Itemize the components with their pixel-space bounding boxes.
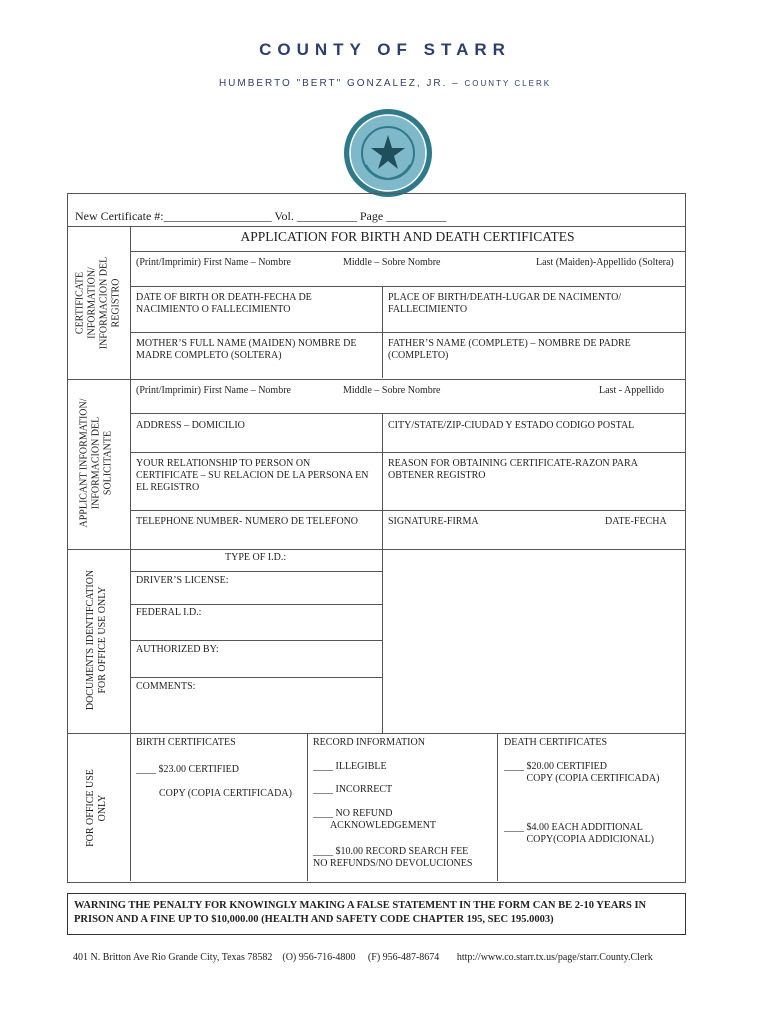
new-certificate-line: New Certificate #:__________________ Vol. __________ Page __________ xyxy=(75,209,447,223)
birth-certificates-header: BIRTH CERTIFICATES xyxy=(136,737,236,748)
search-fee-checkbox[interactable]: ____ $10.00 RECORD SEARCH FEE NO REFUNDS/NO DEVOLUCIONES xyxy=(313,846,473,869)
illegible-checkbox[interactable]: ____ ILLEGIBLE xyxy=(313,761,387,772)
cert-father-field[interactable]: FATHER’S NAME (COMPLETE) – NOMBRE DE PADRE (COMPLETO) xyxy=(388,338,631,361)
applicant-signature-field[interactable]: SIGNATURE-FIRMA xyxy=(388,516,479,527)
clerk-line xyxy=(0,78,770,89)
cert-middle-name-field[interactable]: Middle – Sobre Nombre xyxy=(343,257,441,268)
applicant-relationship-field[interactable]: YOUR RELATIONSHIP TO PERSON ON CERTIFICATE – SU RELACION DE LA PERSONA EN EL REGISTRO xyxy=(136,458,369,493)
application-title: APPLICATION FOR BIRTH AND DEATH CERTIFICATES xyxy=(240,229,575,244)
footer-url-link[interactable]: http://www.co.starr.tx.us/page/starr.County.Clerk xyxy=(456,952,653,963)
applicant-last-name-field[interactable]: Last - Appellido xyxy=(599,385,664,396)
page-title: COUNTY OF STARR xyxy=(259,40,511,59)
section-documents: DOCUMENTS IDENTIFCATION FOR OFFICE USE ONLY xyxy=(85,569,108,711)
applicant-address-field[interactable]: ADDRESS – DOMICILIO xyxy=(136,420,245,431)
birth-fee-checkbox[interactable]: ____ $23.00 CERTIFIED xyxy=(136,764,240,775)
death-certificates-header: DEATH CERTIFICATES xyxy=(504,737,608,748)
cert-mother-field[interactable]: MOTHER’S FULL NAME (MAIDEN) NOMBRE DE MADRE COMPLETO (SOLTERA) xyxy=(136,338,357,361)
warning-text: WARNING THE PENALTY FOR KNOWINGLY MAKING A FALSE STATEMENT IN THE FORM CAN BE 2-10 YEARS IN PRISON AND A FINE UP TO $10,000.00 (HEALTH AND SAFETY CODE CHAPTER 195, SEC 195.0003) xyxy=(74,900,647,925)
comments-field[interactable]: COMMENTS: xyxy=(136,681,196,692)
incorrect-checkbox[interactable]: ____ INCORRECT xyxy=(313,784,393,795)
federal-id-field[interactable]: FEDERAL I.D.: xyxy=(136,607,202,618)
cert-first-name-field[interactable]: (Print/Imprimir) First Name – Nombre xyxy=(136,257,291,268)
section-applicant-info: APPLICANT INFORMATION/ INFORMACION DEL SOLICITANTE xyxy=(78,398,114,528)
death-fee-checkbox[interactable]: ____ $20.00 CERTIFIED COPY (COPIA CERTIFICADA) xyxy=(504,761,660,784)
record-information-header: RECORD INFORMATION xyxy=(313,737,425,748)
birth-copy-label: COPY (COPIA CERTIFICADA) xyxy=(159,788,292,799)
cert-last-name-field[interactable]: Last (Maiden)-Appellido (Soltera) xyxy=(536,257,674,268)
death-additional-checkbox[interactable]: ____ $4.00 EACH ADDITIONAL COPY(COPIA ADDICIONAL) xyxy=(504,822,655,845)
county-seal-icon xyxy=(342,107,434,199)
section-certificate-info: CERTIFICATE INFORMATION/ INFORMACION DEL REGISTRO xyxy=(74,256,122,350)
no-refund-checkbox[interactable]: ____ NO REFUND ACKNOWLEDGEMENT xyxy=(313,808,437,831)
footer-fax: (F) 956-487-8674 xyxy=(367,952,440,963)
clerk-role: COUNTY CLERK xyxy=(464,79,552,88)
warning-box xyxy=(67,893,686,935)
footer-address: 401 N. Britton Ave Rio Grande City, Texas 78582 xyxy=(73,952,273,963)
drivers-license-field[interactable]: DRIVER’S LICENSE: xyxy=(136,575,229,586)
applicant-city-field[interactable]: CITY/STATE/ZIP-CIUDAD Y ESTADO CODIGO POSTAL xyxy=(388,420,635,431)
applicant-reason-field[interactable]: REASON FOR OBTAINING CERTIFICATE-RAZON PARA OBTENER REGISTRO xyxy=(388,458,638,481)
footer xyxy=(73,952,653,963)
applicant-date-field[interactable]: DATE-FECHA xyxy=(605,516,667,527)
cert-place-field[interactable]: PLACE OF BIRTH/DEATH-LUGAR DE NACIMENTO/ FALLECIMIENTO xyxy=(388,292,622,315)
cert-date-field[interactable]: DATE OF BIRTH OR DEATH-FECHA DE NACIMIENTO O FALLECIMIENTO xyxy=(136,292,312,315)
applicant-telephone-field[interactable]: TELEPHONE NUMBER- NUMERO DE TELEFONO xyxy=(136,516,359,527)
footer-office-phone: (O) 956-716-4800 xyxy=(282,952,356,963)
applicant-middle-name-field[interactable]: Middle – Sobre Nombre xyxy=(343,385,441,396)
section-office-use: FOR OFFICE USE ONLY xyxy=(85,769,108,847)
clerk-name: HUMBERTO "BERT" GONZALEZ, JR. – xyxy=(218,78,460,89)
type-of-id-label: TYPE OF I.D.: xyxy=(225,552,287,563)
authorized-by-field[interactable]: AUTHORIZED BY: xyxy=(136,644,219,655)
applicant-first-name-field[interactable]: (Print/Imprimir) First Name – Nombre xyxy=(136,385,291,396)
